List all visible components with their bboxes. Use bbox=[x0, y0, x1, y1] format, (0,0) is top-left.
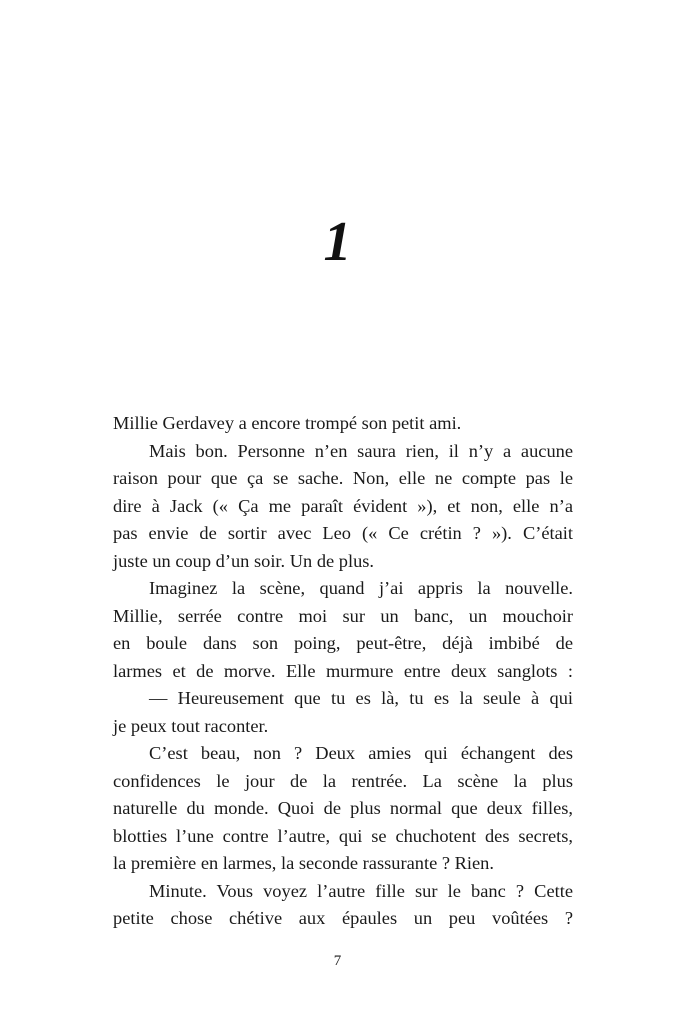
body-line: naturelle du monde. Quoi de plus normal que deux filles, bbox=[113, 798, 573, 818]
body-line: raison pour que ça se sache. Non, elle ne compte pas le bbox=[113, 468, 573, 488]
body-text bbox=[113, 410, 573, 933]
body-line: Millie, serrée contre moi sur un banc, un mouchoir bbox=[113, 605, 573, 626]
body-line: juste un coup d’un soir. Un de plus. bbox=[113, 550, 375, 571]
body-line: larmes et de morve. Elle murmure entre deux sanglots : bbox=[113, 660, 573, 681]
body-line: petite chose chétive aux épaules un peu voûtées ? bbox=[113, 908, 573, 928]
body-line: — Heureusement que tu es là, tu es la seule à qui bbox=[149, 688, 573, 708]
body-line: je peux tout raconter. bbox=[113, 715, 269, 736]
body-line: C’est beau, non ? Deux amies qui échangent des bbox=[149, 743, 573, 763]
body-line: blotties l’une contre l’autre, qui se chuchotent des secrets, bbox=[113, 825, 573, 846]
chapter-number: 1 bbox=[323, 211, 352, 273]
body-line: Mais bon. Personne n’en saura rien, il n’y a aucune bbox=[149, 440, 573, 461]
body-line: Imaginez la scène, quand j’ai appris la nouvelle. bbox=[149, 578, 573, 598]
body-line: Millie Gerdavey a encore trompé son petit ami. bbox=[113, 413, 462, 433]
page-number: 7 bbox=[333, 953, 342, 969]
body-line: en boule dans son poing, peut-être, déjà imbibé de bbox=[113, 633, 573, 653]
body-line: confidences le jour de la rentrée. La scène la plus bbox=[113, 770, 573, 791]
body-line: pas envie de sortir avec Leo (« Ce crétin ? »). C’était bbox=[113, 523, 573, 543]
body-line: la première en larmes, la seconde rassurante ? Rien. bbox=[113, 853, 494, 873]
body-line: Minute. Vous voyez l’autre fille sur le banc ? Cette bbox=[149, 880, 573, 901]
body-line: dire à Jack (« Ça me paraît évident »), et non, elle n’a bbox=[113, 495, 573, 516]
